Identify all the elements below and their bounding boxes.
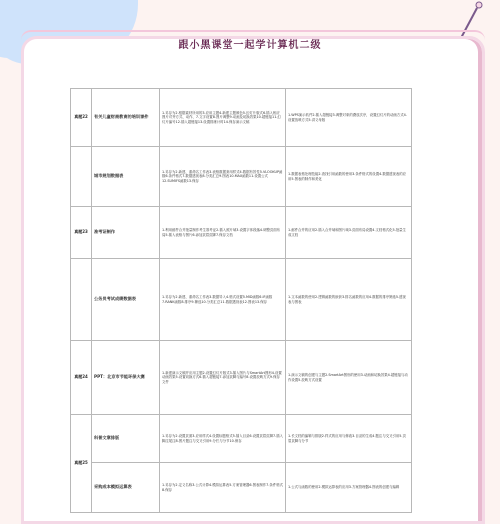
table-row — [71, 207, 412, 259]
day-cell — [71, 259, 92, 341]
day-cell: 真题25 — [71, 415, 92, 513]
day-cell: 真题23 — [71, 207, 92, 259]
points-cell: 1.WPS演示软件2.插入超链接3.调整对象的叠放次序，设置幻灯片的动画方式4.设置放映方式5.讲义母版 — [286, 89, 412, 147]
table-row — [71, 341, 412, 415]
points-cell: 1.数据表格处理技能2.查找引用函数的使用3.条件格式的设置4.数据透视表的应用5.图表的制作和美化 — [286, 147, 412, 207]
topic-cell: 准考证制作 — [92, 207, 160, 259]
topic-cell: PPT：北京市节能环保大赛 — [92, 341, 160, 415]
steps-cell: 1.另存为2.根据素材所用的3.应用主题4.新建主题颜色5.幻灯片版式6.插入相应图片对齐方式、动作、7.文字设置8.图片调整9.动画及切换效果10.超链接11.幻灯片编号12.插入超链接13.设置排练计时14.保存演示文稿 — [160, 89, 286, 147]
points-cell: 1.文本函数的使用2.逻辑函数的嵌套3.排名函数的应用4.数据的排序筛选5.透视表与图表 — [286, 259, 412, 341]
topic-cell: 采购成本模拟运算表 — [92, 463, 160, 513]
steps-cell: 1.利用邮件合并批量制作考生准考证2.插入照片域3.设置字体段落4.调整页面布局5.插入表格与图片6.添加页眉页脚7.保存文档 — [160, 207, 286, 259]
topic-cell: 科普文章排版 — [92, 415, 160, 463]
topic-cell: 城市规划数据表 — [92, 147, 160, 207]
table-row — [71, 147, 412, 207]
topic-cell: 公务员考试成绩数据表 — [92, 259, 160, 341]
day-cell — [71, 147, 92, 207]
schedule-table — [70, 88, 412, 513]
steps-cell: 1.另存为2.新建、重命名工作表3.表格数据套用样式4.数据有效性5.VLOOKUP函数6.条件格式7.数据透视表8.分类汇总9.图表10.MAX函数11.设置公式12.SUMIFS函数13.保存 — [160, 147, 286, 207]
topic-cell: 有关儿童财商教育的培训课件 — [92, 89, 160, 147]
points-cell: 1.公式与函数的使用2.模拟运算表的应用3.方案管理器4.图表的创建与编辑 — [286, 463, 412, 513]
steps-cell: 1.另存为2.新建、重命名工作表3.数据导入4.格式设置5.MID函数6.IF函数7.RANK函数8.排序9.筛选10.分类汇总11.数据透视表12.图表13.保存 — [160, 259, 286, 341]
steps-cell: 1.新建演示文稿并应用主题2.设置幻灯片版式3.插入图片与SmartArt图形4.设置动画效果5.设置切换方式6.插入超链接7.添加页脚与编号8.设置放映方式9.保存文件 — [160, 341, 286, 415]
page-title: 跟小黑课堂一起学计算机二级 — [178, 40, 322, 51]
points-cell: 1.长文档的编辑与排版2.样式的应用与修改3.目录的生成4.题注与交叉引用5.页眉页脚与分节 — [286, 415, 412, 463]
steps-cell: 1.另存为2.设置页面3.应用样式4.设置标题格式5.插入目录6.设置页眉页脚7.插入脚注尾注8.图片题注与交叉引用9.分栏与分节10.保存 — [160, 415, 286, 463]
steps-cell: 1.另存为2.定义名称3.公式计算4.模拟运算表5.方案管理器6.图表制作7.条件格式8.保存 — [160, 463, 286, 513]
points-cell: 1.演示文稿的创建与主题2.SmartArt图形的使用3.动画和切换效果4.超链接与动作设置5.放映方式设置 — [286, 341, 412, 415]
table-row — [71, 415, 412, 463]
table-row — [71, 463, 412, 513]
day-cell: 真题22 — [71, 89, 92, 147]
table-row — [71, 259, 412, 341]
day-cell: 真题24 — [71, 341, 92, 415]
table-row — [71, 89, 412, 147]
points-cell: 1.邮件合并的应用2.插入合并域和图片域3.页面布局设置4.文档格式化5.批量生成文档 — [286, 207, 412, 259]
